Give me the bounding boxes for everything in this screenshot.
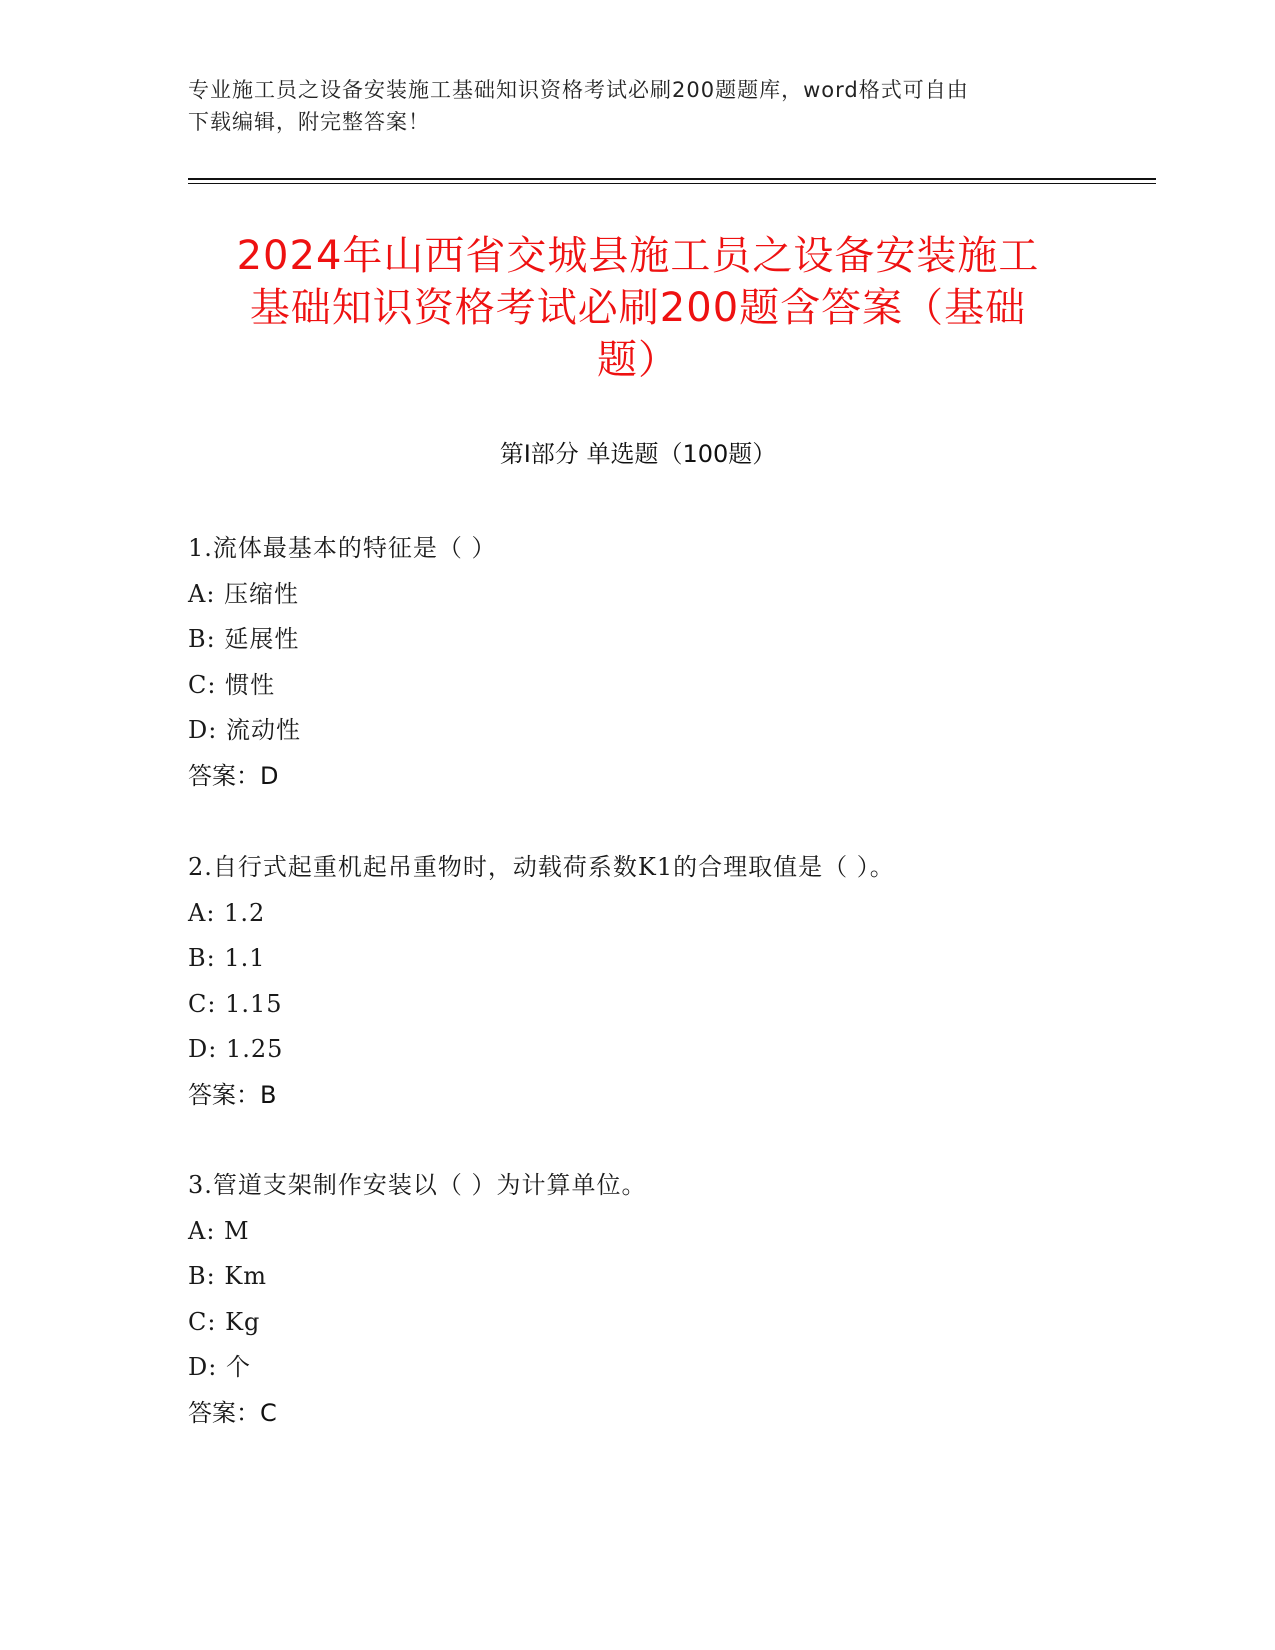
- option-b: B: Km: [188, 1262, 268, 1290]
- answer: 答案：B: [188, 1080, 277, 1109]
- option-b: B: 1.1: [188, 944, 266, 972]
- answer: 答案：D: [188, 761, 279, 790]
- option-d: D: 流动性: [188, 716, 301, 744]
- question-2: [188, 845, 1138, 1118]
- option-d: D: 个: [188, 1353, 251, 1381]
- option-b: B: 延展性: [188, 625, 300, 653]
- question-3: [188, 1163, 1138, 1436]
- header-note: [188, 74, 1088, 138]
- option-c: C: Kg: [188, 1307, 261, 1336]
- header-divider-thick: [188, 178, 1156, 180]
- option-a: A: 1.2: [188, 898, 266, 927]
- title-line2: 基础知识资格考试必刷200题含答案（基础: [249, 285, 1027, 331]
- question-stem: 3.管道支架制作安装以（ ）为计算单位。: [188, 1171, 647, 1199]
- header-note-line2: 下载编辑，附完整答案！: [188, 110, 430, 134]
- title-line3: 题）: [597, 337, 679, 383]
- answer: 答案：C: [188, 1398, 277, 1427]
- question-1: [188, 526, 1138, 799]
- option-a: A: M: [188, 1216, 250, 1245]
- question-stem: 1.流体最基本的特征是（ ）: [188, 534, 497, 562]
- option-c: C: 1.15: [188, 989, 283, 1018]
- header-note-line1: 专业施工员之设备安装施工基础知识资格考试必刷200题题库，word格式可自由: [188, 78, 969, 102]
- document-title: [188, 230, 1088, 386]
- option-a: A: 压缩性: [188, 579, 300, 608]
- question-stem: 2.自行式起重机起吊重物时，动载荷系数K1的合理取值是（ ）。: [188, 853, 895, 881]
- header-divider-thin: [188, 183, 1156, 184]
- section-title: 第Ⅰ部分 单选题（100题）: [499, 440, 777, 468]
- option-c: C: 惯性: [188, 670, 276, 699]
- title-line1: 2024年山西省交城县施工员之设备安装施工: [236, 233, 1040, 279]
- option-d: D: 1.25: [188, 1035, 284, 1063]
